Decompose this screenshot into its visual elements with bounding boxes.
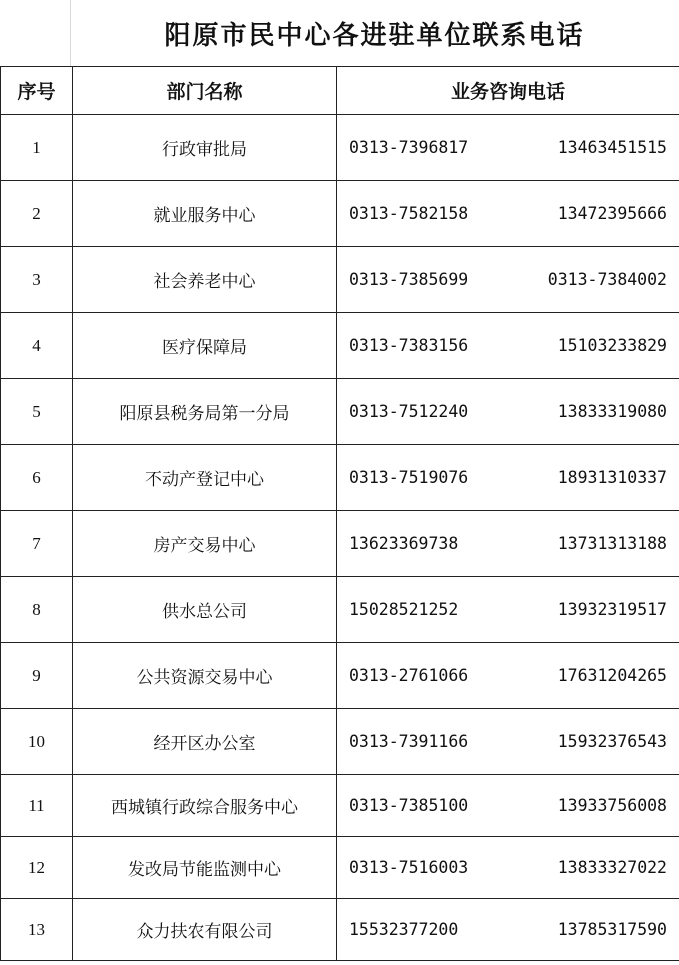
department-name: 公共资源交易中心 bbox=[73, 643, 337, 709]
table-row bbox=[1, 643, 679, 709]
phone-pair bbox=[337, 336, 679, 355]
phone-cell bbox=[337, 247, 679, 313]
table-row bbox=[1, 709, 679, 775]
phone-cell bbox=[337, 181, 679, 247]
phone-primary: 13623369738 bbox=[349, 534, 459, 553]
phone-primary: 0313-7385100 bbox=[349, 796, 469, 815]
phone-secondary: 13731313188 bbox=[557, 534, 667, 553]
row-number: 1 bbox=[1, 115, 73, 181]
phone-primary: 0313-7391166 bbox=[349, 732, 469, 751]
phone-secondary: 13932319517 bbox=[557, 600, 667, 619]
row-number: 8 bbox=[1, 577, 73, 643]
phone-secondary: 13833319080 bbox=[557, 402, 667, 421]
phone-cell bbox=[337, 709, 679, 775]
phone-pair bbox=[337, 402, 679, 421]
header-phone: 业务咨询电话 bbox=[337, 67, 679, 115]
phone-secondary: 13463451515 bbox=[557, 138, 667, 157]
phone-secondary: 13472395666 bbox=[557, 204, 667, 223]
row-number: 9 bbox=[1, 643, 73, 709]
phone-secondary: 17631204265 bbox=[557, 666, 667, 685]
contact-table bbox=[0, 66, 679, 961]
row-number: 7 bbox=[1, 511, 73, 577]
phone-secondary: 0313-7384002 bbox=[547, 270, 667, 289]
department-name: 供水总公司 bbox=[73, 577, 337, 643]
header-name: 部门名称 bbox=[73, 67, 337, 115]
department-name: 不动产登记中心 bbox=[73, 445, 337, 511]
department-name: 就业服务中心 bbox=[73, 181, 337, 247]
phone-primary: 0313-2761066 bbox=[349, 666, 469, 685]
phone-secondary: 15932376543 bbox=[557, 732, 667, 751]
phone-primary: 0313-7582158 bbox=[349, 204, 469, 223]
table-row bbox=[1, 899, 679, 961]
title-divider bbox=[70, 0, 71, 66]
table-row bbox=[1, 511, 679, 577]
table-row bbox=[1, 379, 679, 445]
row-number: 12 bbox=[1, 837, 73, 899]
table-row bbox=[1, 577, 679, 643]
phone-primary: 0313-7516003 bbox=[349, 858, 469, 877]
row-number: 13 bbox=[1, 899, 73, 961]
phone-pair bbox=[337, 138, 679, 157]
phone-primary: 15028521252 bbox=[349, 600, 459, 619]
phone-primary: 15532377200 bbox=[349, 920, 459, 939]
table-row bbox=[1, 837, 679, 899]
header-no: 序号 bbox=[1, 67, 73, 115]
phone-cell bbox=[337, 115, 679, 181]
department-name: 行政审批局 bbox=[73, 115, 337, 181]
department-name: 众力扶农有限公司 bbox=[73, 899, 337, 961]
phone-cell bbox=[337, 379, 679, 445]
phone-cell bbox=[337, 313, 679, 379]
department-name: 医疗保障局 bbox=[73, 313, 337, 379]
phone-pair bbox=[337, 920, 679, 939]
row-number: 2 bbox=[1, 181, 73, 247]
phone-secondary: 13785317590 bbox=[557, 920, 667, 939]
phone-pair bbox=[337, 796, 679, 815]
table-row bbox=[1, 445, 679, 511]
phone-cell bbox=[337, 643, 679, 709]
phone-secondary: 18931310337 bbox=[557, 468, 667, 487]
phone-pair bbox=[337, 270, 679, 289]
row-number: 5 bbox=[1, 379, 73, 445]
table-row bbox=[1, 181, 679, 247]
phone-pair bbox=[337, 858, 679, 877]
phone-pair bbox=[337, 204, 679, 223]
phone-cell bbox=[337, 837, 679, 899]
phone-cell bbox=[337, 775, 679, 837]
department-name: 经开区办公室 bbox=[73, 709, 337, 775]
title-row bbox=[0, 0, 679, 66]
table-row bbox=[1, 775, 679, 837]
phone-primary: 0313-7512240 bbox=[349, 402, 469, 421]
department-name: 发改局节能监测中心 bbox=[73, 837, 337, 899]
phone-primary: 0313-7519076 bbox=[349, 468, 469, 487]
page-title: 阳原市民中心各进驻单位联系电话 bbox=[164, 20, 585, 51]
row-number: 11 bbox=[1, 775, 73, 837]
phone-primary: 0313-7383156 bbox=[349, 336, 469, 355]
phone-secondary: 13833327022 bbox=[557, 858, 667, 877]
row-number: 4 bbox=[1, 313, 73, 379]
department-name: 阳原县税务局第一分局 bbox=[73, 379, 337, 445]
row-number: 6 bbox=[1, 445, 73, 511]
row-number: 10 bbox=[1, 709, 73, 775]
phone-cell bbox=[337, 445, 679, 511]
phone-cell bbox=[337, 899, 679, 961]
phone-cell bbox=[337, 511, 679, 577]
row-number: 3 bbox=[1, 247, 73, 313]
phone-primary: 0313-7396817 bbox=[349, 138, 469, 157]
phone-pair bbox=[337, 666, 679, 685]
department-name: 西城镇行政综合服务中心 bbox=[73, 775, 337, 837]
phone-primary: 0313-7385699 bbox=[349, 270, 469, 289]
table-header-row bbox=[1, 67, 679, 115]
table-row bbox=[1, 115, 679, 181]
phone-pair bbox=[337, 600, 679, 619]
phone-cell bbox=[337, 577, 679, 643]
phone-pair bbox=[337, 468, 679, 487]
department-name: 房产交易中心 bbox=[73, 511, 337, 577]
phone-secondary: 15103233829 bbox=[557, 336, 667, 355]
phone-secondary: 13933756008 bbox=[557, 796, 667, 815]
table-row bbox=[1, 247, 679, 313]
department-name: 社会养老中心 bbox=[73, 247, 337, 313]
phone-pair bbox=[337, 534, 679, 553]
table-row bbox=[1, 313, 679, 379]
phone-pair bbox=[337, 732, 679, 751]
